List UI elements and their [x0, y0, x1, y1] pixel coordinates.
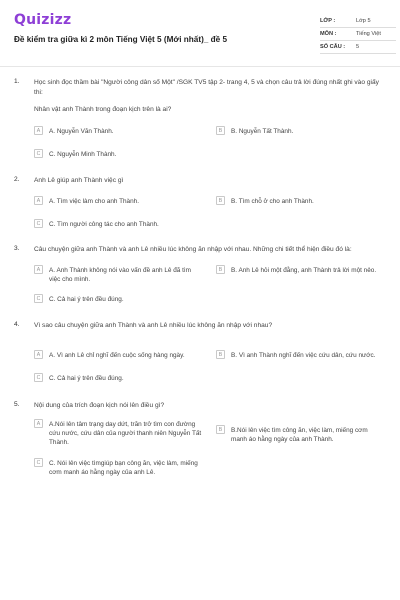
option-letter-a: A	[34, 419, 43, 428]
option-letter-c: C	[34, 373, 43, 382]
option-text: A. Vì anh Lê chỉ nghĩ đến cuộc sống hàng ngày.	[49, 351, 185, 359]
option-letter-a: A	[34, 265, 43, 274]
option-text: B. Tìm chỗ ở cho anh Thành.	[231, 197, 314, 205]
option-letter-a: A	[34, 196, 43, 205]
option-text: C. Nói lên việc tìmgiúp bạn công ăn, việc làm, miếng cơm manh áo hằng ngày của anh Lê.	[49, 459, 198, 476]
option-text: B.Nói lên việc tìm công ăn, việc làm, miếng cơm manh áo hằng ngày của anh Thành.	[231, 426, 368, 443]
option-text: B. Nguyễn Tất Thành.	[231, 127, 294, 135]
option-letter-b: B	[216, 265, 225, 274]
option-text: A. Nguyễn Văn Thành.	[49, 127, 114, 135]
meta-value: Lớp 5	[356, 18, 371, 24]
question-text: Câu chuyện giữa anh Thành và anh Lê nhiều lúc không ăn nhập với nhau. Những chi tiết thể hiện điều đó là:	[34, 246, 352, 253]
option-letter-c: C	[34, 219, 43, 228]
option-text: A. Anh Thành không nói vào vấn đề anh Lê đã tìm việc cho mình.	[49, 266, 192, 283]
question-4	[14, 321, 386, 387]
option-text: C. Nguyễn Minh Thành.	[49, 150, 117, 158]
option-letter-c: C	[34, 149, 43, 158]
meta-row-grade	[320, 15, 396, 28]
question-5	[14, 401, 386, 491]
meta-label: LỚP :	[320, 18, 336, 24]
option-text: B. Anh Lê hỏi một đằng, anh Thành trả lời một nẻo.	[231, 266, 377, 274]
option-text: C. Cả hai ý trên đều đúng.	[49, 374, 124, 382]
worksheet-title: Đề kiểm tra giữa kì 2 môn Tiếng Việt 5 (Mới nhất)_ đề 5	[14, 35, 228, 44]
question-text: Học sinh đọc thầm bài "Người công dân số Một" /SGK TV5 tập 2- trang 4, 5 và chọn câu trả lời đúng nhất ghi vào giấy thi:	[34, 79, 379, 96]
option-letter-b: B	[216, 196, 225, 205]
option-text: C. Tìm người công tác cho anh Thành.	[49, 220, 159, 228]
option-b[interactable]	[216, 265, 384, 275]
question-1	[14, 78, 386, 173]
quizizz-logo: Quizizz	[14, 12, 72, 28]
option-c[interactable]	[34, 219, 202, 229]
question-3	[14, 245, 386, 315]
option-a[interactable]	[34, 196, 202, 206]
option-c[interactable]	[34, 373, 202, 383]
meta-value: 5	[356, 44, 360, 50]
option-b[interactable]	[216, 126, 384, 136]
question-2	[14, 176, 386, 238]
option-letter-a: A	[34, 350, 43, 359]
meta-label: MÔN :	[320, 31, 337, 37]
option-b[interactable]	[216, 350, 384, 360]
option-text: C. Cả hai ý trên đều đúng.	[49, 295, 124, 303]
option-b[interactable]	[216, 196, 384, 206]
meta-row-subject	[320, 28, 396, 41]
question-number: 3.	[14, 245, 20, 252]
worksheet-header	[14, 12, 386, 60]
option-letter-a: A	[34, 126, 43, 135]
option-text: B. Vì anh Thành nghĩ đến việc cứu dân, cứu nước.	[231, 351, 376, 359]
option-c[interactable]	[34, 294, 202, 304]
header-divider	[0, 66, 400, 67]
question-number: 2.	[14, 176, 20, 183]
meta-label: SỐ CÂU :	[320, 44, 346, 50]
question-text: Vì sao câu chuyện giữa anh Thành và anh Lê nhiều lúc không ăn nhập với nhau?	[34, 322, 273, 329]
question-text: Anh Lê giúp anh Thành việc gì	[34, 177, 124, 184]
question-number: 1.	[14, 78, 20, 85]
option-letter-c: C	[34, 294, 43, 303]
option-a[interactable]	[34, 126, 202, 136]
option-a[interactable]	[34, 350, 202, 360]
question-number: 4.	[14, 321, 20, 328]
option-text: A. Tìm việc làm cho anh Thành.	[49, 197, 139, 205]
option-letter-b: B	[216, 425, 225, 434]
option-letter-c: C	[34, 458, 43, 467]
question-text: Nội dung của trích đoạn kịch nói lên điều gì?	[34, 402, 165, 409]
option-c[interactable]	[34, 149, 202, 159]
meta-value: Tiếng Việt	[356, 31, 381, 37]
worksheet-meta	[320, 15, 396, 54]
question-subtext: Nhân vật anh Thành trong đoạn kịch trên là ai?	[34, 106, 172, 113]
option-letter-b: B	[216, 126, 225, 135]
option-a[interactable]	[34, 265, 202, 284]
option-text: A.Nói lên tâm trạng day dứt, trăn trở tìm con đường cứu nước, cứu dân của người thanh niên Nguyễn Tất Thành.	[49, 420, 202, 446]
meta-row-count	[320, 41, 396, 54]
option-b[interactable]	[216, 425, 384, 444]
option-letter-b: B	[216, 350, 225, 359]
question-number: 5.	[14, 401, 20, 408]
option-a[interactable]	[34, 419, 202, 447]
option-c[interactable]	[34, 458, 202, 477]
